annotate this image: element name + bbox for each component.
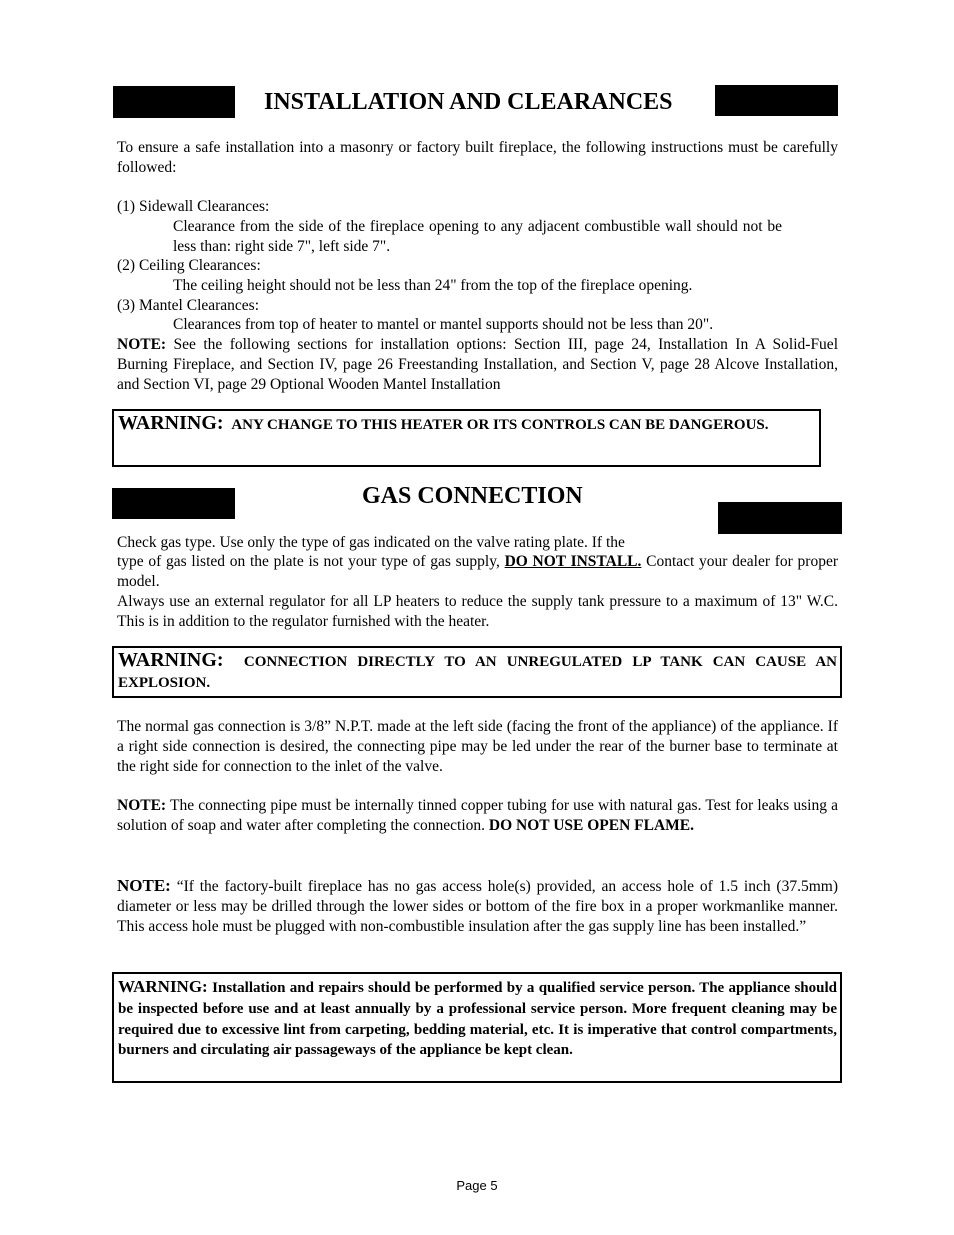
connection-note-1: [117, 796, 838, 836]
warning-text: CONNECTION DIRECTLY TO AN UNREGULATED LP TANK CAN CAUSE AN EXPLOSION.: [118, 654, 837, 691]
note-label: NOTE:: [117, 876, 171, 895]
warning-box-lp-tank: [112, 646, 842, 698]
note-label: NOTE:: [117, 336, 167, 353]
note-text: The connecting pipe must be internally tinned copper tubing for use with natural gas. Test for leaks using a solution of soap and water after completing the connection.: [117, 797, 838, 834]
gas-check-text: [117, 552, 838, 592]
gas-connection-title: GAS CONNECTION: [362, 483, 583, 509]
gas-check-text-start: type of gas listed on the plate is not your type of gas supply,: [117, 553, 505, 570]
do-not-install-warning: DO NOT INSTALL.: [504, 553, 642, 570]
page-number: Page 5: [456, 1178, 498, 1193]
installation-note: [117, 335, 838, 394]
mantel-text: Clearances from top of heater to mantel or mantel supports should not be less than 20".: [173, 316, 714, 333]
installation-title: INSTALLATION AND CLEARANCES: [264, 89, 673, 115]
installation-intro: To ensure a safe installation into a masonry or factory built fireplace, the following instructions must be carefully followed:: [117, 139, 838, 176]
note-text: “If the factory-built fireplace has no gas access hole(s) provided, an access hole of 1.5 inch (37.5mm) diameter or less may be drilled through the lower sides or bottom of the fire box in a proper workmanlike manner. This access hole must be plugged with non-combustible insulation after the gas supply line has been installed.”: [117, 878, 838, 935]
regulator-text: Always use an external regulator for all LP heaters to reduce the supply tank pressure to a maximum of 13" W.C. This is in addition to the regulator furnished with the heater.: [117, 593, 838, 630]
header-bar-left: [112, 488, 235, 519]
warning-box-service: [112, 972, 842, 1083]
mantel-heading: (3) Mantel Clearances:: [117, 297, 260, 314]
warning-label: WARNING:: [118, 412, 224, 434]
note-label: NOTE:: [117, 797, 167, 814]
gas-check-text-end: Contact your dealer for proper model.: [117, 553, 839, 590]
note-text: See the following sections for installation options: Section III, page 24, Installation In A Solid-Fuel Burning Fireplace, and Section IV, page 26 Freestanding Installation, and Section V, page 28 Alcove Installation, and Section VI, page 29 Optional Wooden Mantel Installation: [117, 336, 838, 393]
sidewall-text: Clearance from the side of the fireplace opening to any adjacent combustible wall should not be less than: right side 7", left side 7".: [173, 218, 782, 255]
no-open-flame-warning: DO NOT USE OPEN FLAME.: [488, 816, 695, 834]
ceiling-text: The ceiling height should not be less than 24" from the top of the fireplace opening.: [173, 277, 693, 294]
connection-text: The normal gas connection is 3/8” N.P.T. made at the left side (facing the front of the appliance) of the appliance. If a right side connection is desired, the connecting pipe may be led under the rear of the burner base to terminate at the right side for connection to the inlet of the valve.: [117, 718, 838, 775]
warning-text: ANY CHANGE TO THIS HEATER OR ITS CONTROLS CAN BE DANGEROUS.: [231, 417, 769, 433]
header-bar-left: [113, 86, 235, 118]
sidewall-heading: (1) Sidewall Clearances:: [117, 198, 270, 215]
gas-check-line-1: Check gas type. Use only the type of gas indicated on the valve rating plate. If the: [117, 534, 625, 551]
warning-label: WARNING:: [118, 977, 208, 996]
connection-note-2: [117, 876, 838, 936]
warning-label: WARNING:: [118, 649, 224, 671]
warning-text: Installation and repairs should be performed by a qualified service person. The appliance should be inspected before use and at least annually by a professional service person. More frequent cleaning may be required due to excessive lint from carpeting, bedding material, etc. It is imperative that control compartments, burners and circulating air passageways of the appliance be kept clean.: [118, 980, 837, 1059]
header-bar-right: [715, 85, 838, 116]
ceiling-heading: (2) Ceiling Clearances:: [117, 257, 261, 274]
header-bar-right: [718, 502, 842, 534]
warning-box-change: [112, 409, 821, 467]
